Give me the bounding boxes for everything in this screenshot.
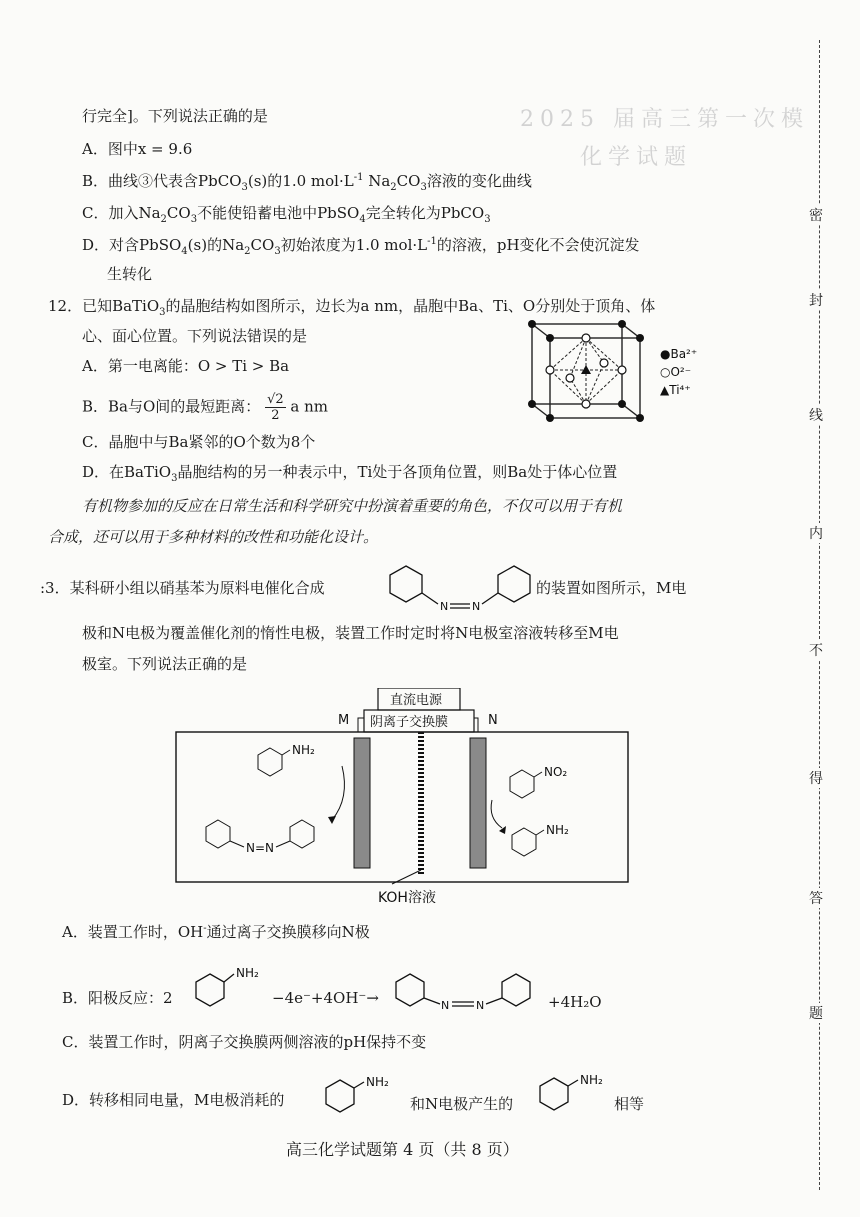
svg-text:N: N <box>441 999 450 1012</box>
side-char-3: 线 <box>803 405 829 425</box>
electrode-n-label: N <box>488 713 498 728</box>
side-char-7: 答 <box>803 888 829 908</box>
q12-option-b: B．Ba与O间的最短距离： $\frac{√2}{2}$ a nm <box>82 392 329 423</box>
q11-option-a: A．图中x = 9.6 <box>82 140 193 158</box>
svg-text:NH₂: NH₂ <box>236 966 259 980</box>
azobenzene-structure-b <box>390 970 538 1012</box>
side-char-4: 内 <box>803 523 829 543</box>
q11-option-c: C．加入$Na_2CO_3$不能使铅蓄电池中PbSO$_4$完全转化为PbCO$_3$ <box>82 204 491 225</box>
q13-option-d: D．转移相同电量，M电极消耗的 <box>62 1091 285 1109</box>
svg-text:NH₂: NH₂ <box>580 1073 603 1087</box>
svg-text:N: N <box>440 600 449 613</box>
koh-solution-label: KOH溶液 <box>378 890 436 906</box>
q12-stem-line1: 12．已知BaTiO$_3$的晶胞结构如图所示，边长为a nm，晶胞中Ba、Ti、O分别处于顶角、体 <box>48 297 656 318</box>
legend-ti: ▲Ti⁴⁺ <box>660 383 691 397</box>
q13-option-b-end: +4H₂O <box>548 993 602 1011</box>
aniline-n-label: NH₂ <box>546 823 569 837</box>
side-char-2: 封 <box>803 290 829 310</box>
page-footer: 高三化学试题第 4 页（共 8 页） <box>286 1140 519 1159</box>
q13-option-b-mid: −4e⁻+4OH⁻→ <box>272 989 379 1007</box>
legend-o: ○O²⁻ <box>660 365 692 379</box>
side-char-8: 题 <box>803 1003 829 1023</box>
q13-stem-line1b: 的装置如图所示，M电 <box>536 579 687 597</box>
side-char-6: 得 <box>803 768 829 788</box>
q13-option-a: A．装置工作时，OH-通过离子交换膜移向N极 <box>62 923 370 941</box>
svg-text:NH₂: NH₂ <box>366 1075 389 1089</box>
q13-option-d-mid: 和N电极产生的 <box>410 1095 514 1113</box>
intro-line2: 合成，还可以用于多种材料的改性和功能化设计。 <box>48 528 379 546</box>
q13-option-d-end: 相等 <box>614 1095 645 1113</box>
side-char-5: 不 <box>803 640 829 660</box>
aniline-m-label: NH₂ <box>292 743 315 757</box>
svg-text:N: N <box>472 600 481 613</box>
aniline-structure-d2 <box>534 1068 614 1114</box>
aniline-structure-b <box>190 962 266 1012</box>
q13-stem-line3: 极室。下列说法正确的是 <box>82 655 248 673</box>
azo-label: N=N <box>246 841 275 855</box>
q11-option-b: B．曲线③代表含PbCO$_3$(s)的1.0 $mol\cdot L^{-1}$ $Na_2CO_3$溶液的变化曲线 <box>82 172 532 193</box>
ghost-title: 2025 届高三第一次模 <box>520 107 809 132</box>
ghost-subtitle: 化学试题 <box>580 145 693 170</box>
electrolysis-diagram <box>172 688 632 913</box>
q13-stem-line2: 极和N电极为覆盖催化剂的惰性电极，装置工作时定时将N电极室溶液转移至M电 <box>82 624 619 642</box>
side-char-1: 密 <box>803 205 829 225</box>
q12-option-d: D．在BaTiO$_3$晶胞结构的另一种表示中，Ti处于各顶角位置，则Ba处于体心位置 <box>82 463 618 484</box>
q12-option-a: A．第一电离能：O > Ti > Ba <box>82 357 290 375</box>
aniline-structure-d1 <box>320 1072 400 1118</box>
legend-ba: ●Ba²⁺ <box>660 347 698 361</box>
q11-prefix: 行完全]。下列说法正确的是 <box>82 107 268 125</box>
q11-option-d: D．对含PbSO$_4$(s)的$Na_2CO_3$初始浓度为1.0 $mol\cdot L^{-1}$的溶液，pH变化不会使沉淀发 <box>82 236 640 257</box>
q12-option-c: C．晶胞中与Ba紧邻的O个数为8个 <box>82 433 316 451</box>
q13-option-c: C．装置工作时，阴离子交换膜两侧溶液的pH保持不变 <box>62 1033 427 1051</box>
svg-text:N: N <box>476 999 485 1012</box>
azobenzene-structure <box>386 558 534 618</box>
power-source-label: 直流电源 <box>390 693 443 708</box>
electrode-m-label: M <box>338 713 350 728</box>
crystal-cell-figure <box>520 318 720 428</box>
q13-stem-line1: :3．某科研小组以硝基苯为原料电催化合成 <box>40 579 325 597</box>
q12-stem-line2: 心、面心位置。下列说法错误的是 <box>82 327 308 345</box>
q11-option-d-cont: 生转化 <box>107 265 153 283</box>
membrane-label: 阴离子交换膜 <box>370 715 449 730</box>
intro-line1: 有机物参加的反应在日常生活和科学研究中扮演着重要的角色，不仅可以用于有机 <box>82 497 623 515</box>
nitrobenzene-label: NO₂ <box>544 765 568 779</box>
q13-option-b: B．阳极反应：2 <box>62 989 173 1007</box>
